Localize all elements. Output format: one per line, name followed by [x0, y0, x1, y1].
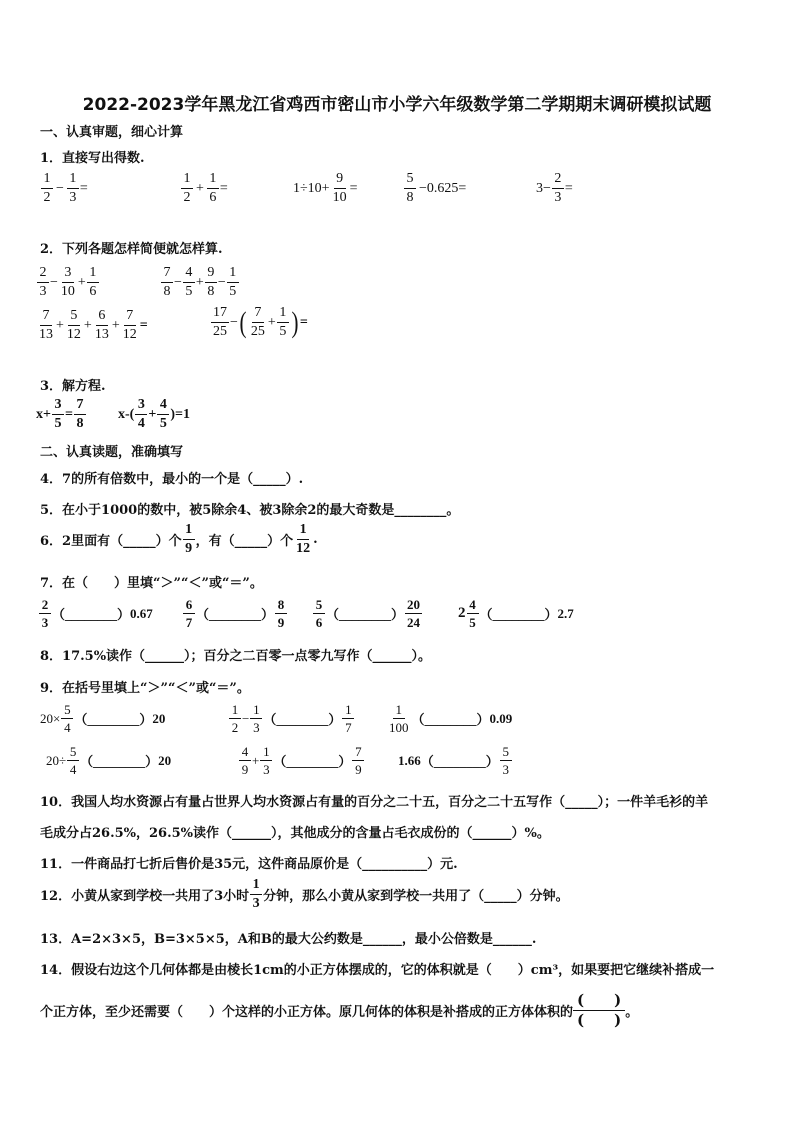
numerator: 6	[96, 309, 108, 326]
denominator: 6	[315, 615, 323, 630]
denominator: 3	[41, 615, 49, 630]
denominator: 3	[502, 762, 510, 777]
q1-item-4	[403, 172, 468, 205]
q7-compare-3	[312, 598, 423, 629]
numerator: 4	[239, 745, 251, 761]
answer-blank[interactable]: （________）	[263, 712, 342, 727]
denominator: 5	[185, 284, 193, 299]
question-10-line-1: 10．我国人均水资源占有量占世界人均水资源占有量的百分之二十五，百分之二十五写作（_____）；一件羊毛衫的羊	[40, 795, 709, 810]
operator: +	[148, 406, 157, 422]
open-paren: (	[239, 305, 247, 339]
denominator: 8	[406, 190, 414, 205]
numerator: 5	[67, 745, 79, 761]
expression-prefix: 20×	[40, 710, 61, 726]
denominator: 6	[209, 190, 217, 205]
numerator: 3	[62, 266, 74, 283]
numerator: 1	[183, 523, 195, 540]
numerator: 4	[467, 598, 479, 614]
compare-value: 0.09	[489, 710, 513, 726]
numerator: 1	[393, 703, 405, 719]
denominator: 12	[296, 541, 311, 556]
question-14-line-1: 14．假设右边这个几何体都是由棱长1cm的小正方体摆成的，它的体积就是（ ）cm³，如果要把它继续补搭成一	[40, 963, 715, 978]
answer-blank[interactable]: （________）	[326, 607, 405, 622]
numerator: 17	[211, 306, 229, 323]
equals: =	[219, 180, 228, 196]
denominator: 9	[241, 762, 249, 777]
page-title: 2022-2023学年黑龙江省鸡西市密山市小学六年级数学第二学期期末调研模拟试题	[82, 95, 712, 115]
denominator: 8	[76, 416, 84, 431]
question-6-text-middle: ，有（_____）个	[195, 534, 294, 549]
denominator: 12	[66, 327, 81, 342]
operator: −	[242, 710, 250, 726]
operator: −	[56, 180, 64, 196]
answer-blank[interactable]: （________）	[196, 607, 275, 622]
q2-expression-1	[36, 266, 100, 299]
numerator: 1	[250, 703, 262, 719]
question-2-label: 2．下列各题怎样简便就怎样算.	[40, 242, 223, 257]
equals: =	[564, 180, 573, 196]
denominator: 9	[277, 615, 285, 630]
numerator: 7	[74, 398, 86, 415]
expression-prefix: x+	[36, 406, 51, 422]
numerator: 7	[161, 266, 173, 283]
question-1-label: 1．直接写出得数.	[40, 151, 145, 166]
numerator: 20	[407, 597, 421, 612]
denominator: 25	[213, 324, 227, 339]
numerator: 5	[313, 598, 325, 614]
denominator: 10	[332, 190, 347, 205]
denominator: 13	[94, 327, 109, 342]
denominator: 5	[229, 284, 237, 299]
denominator: 3	[253, 720, 260, 735]
denominator: 6	[89, 284, 97, 299]
numerator: 7	[124, 309, 136, 326]
operator: +	[195, 274, 204, 290]
numerator: 1	[41, 172, 53, 189]
operator: +	[56, 317, 64, 333]
q9-compare-4	[46, 745, 171, 776]
q3-equation-1	[36, 398, 87, 431]
denominator: 3	[39, 284, 47, 299]
operator: −	[174, 274, 182, 290]
operator: −	[50, 274, 58, 290]
numerator: 2	[37, 266, 49, 283]
numerator: 1	[342, 703, 354, 719]
numerator: 1	[227, 266, 239, 283]
denominator: 5	[54, 416, 62, 431]
q7-compare-2	[182, 598, 288, 629]
question-6	[40, 523, 318, 556]
numerator: 2	[39, 598, 51, 614]
numerator: 7	[252, 306, 264, 323]
denominator: 9	[355, 762, 362, 777]
question-7-label: 7．在（ ）里填“＞”“＜”或“＝”。	[40, 576, 263, 591]
numerator: 8	[275, 598, 287, 614]
operator: +	[77, 274, 86, 290]
numerator: 1	[297, 523, 309, 540]
answer-blank[interactable]: （________）	[479, 607, 558, 622]
denominator: 10	[60, 284, 75, 299]
answer-blank[interactable]: （________）	[411, 712, 490, 727]
section-heading-1: 一、认真审题，细心计算	[40, 125, 184, 140]
numerator: 5	[68, 309, 80, 326]
numerator: 7	[352, 745, 364, 761]
denominator: 3	[263, 762, 270, 777]
question-9-label: 9．在括号里填上“＞”“＜”或“＝”。	[40, 681, 250, 696]
denominator: 24	[407, 615, 421, 630]
answer-blank[interactable]: （________）	[74, 712, 153, 727]
operator: −	[230, 314, 238, 330]
section-heading-2: 二、认真读题，准确填写	[40, 445, 184, 460]
fraction-blank[interactable]	[573, 993, 625, 1028]
numerator: 1	[87, 266, 99, 283]
denominator: 5	[469, 615, 476, 630]
numerator: 1	[181, 172, 193, 189]
q9-compare-2	[228, 703, 355, 734]
q2-expression-2	[160, 266, 240, 299]
numerator: 5	[61, 703, 73, 719]
numerator: 4	[183, 266, 195, 283]
operator: +	[252, 752, 260, 768]
operator: +	[111, 317, 120, 333]
q9-compare-3	[386, 703, 512, 734]
denominator: 100	[389, 720, 409, 735]
numerator: 3	[135, 398, 147, 415]
question-3-label: 3．解方程.	[40, 379, 106, 394]
compare-value: 20	[152, 710, 166, 726]
equals: =	[139, 317, 148, 333]
numerator: 1	[277, 306, 289, 323]
compare-value: 20	[158, 752, 172, 768]
denominator: 4	[64, 720, 71, 735]
denominator: 4	[69, 762, 77, 777]
denominator: 25	[250, 324, 265, 339]
denominator: 3	[252, 896, 260, 911]
numerator: 4	[157, 398, 169, 415]
numerator: 1	[250, 878, 262, 895]
numerator: 7	[40, 309, 52, 326]
compare-value-left: 1.66	[398, 752, 421, 768]
numerator: 3	[52, 398, 64, 415]
denominator: 8	[207, 284, 215, 299]
operator: −0.625=	[419, 180, 467, 196]
answer-blank[interactable]: （________）	[273, 754, 352, 769]
close-paren: )	[291, 305, 299, 339]
question-5: 5．在小于1000的数中，被5除余4、被3除余2的最大奇数是________。	[40, 503, 460, 518]
answer-blank[interactable]: （________）	[420, 754, 499, 769]
denominator: 12	[122, 327, 137, 342]
q7-compare-4	[458, 598, 574, 629]
denominator: 4	[137, 416, 145, 431]
numerator: 1	[229, 703, 241, 719]
answer-blank[interactable]: （________）	[80, 754, 159, 769]
q7-compare-1	[38, 598, 153, 629]
question-14-end: 。	[625, 1005, 639, 1020]
expression-prefix: 20÷	[46, 752, 67, 768]
denominator: 3	[554, 190, 562, 205]
denominator: 2	[183, 190, 191, 205]
expression-suffix: )=1	[170, 406, 190, 422]
denominator: 3	[69, 190, 77, 205]
q3-equation-2	[118, 398, 190, 431]
expression-prefix: 3−	[536, 180, 551, 196]
denominator: 8	[163, 284, 171, 299]
operator: +	[267, 314, 276, 330]
question-12	[40, 878, 569, 911]
question-12-text-start: 12．小黄从家到学校一共用了3小时	[40, 889, 250, 904]
expression-prefix: 1÷10+	[293, 180, 330, 196]
numerator: 5	[500, 745, 512, 761]
numerator: 1	[207, 172, 219, 189]
question-11: 11．一件商品打七折后售价是35元，这件商品原价是（__________）元.	[40, 857, 458, 872]
denominator: 9	[185, 541, 193, 556]
question-10-line-2: 毛成分占26.5%，26.5%读作（______），其他成分的含量占毛衣成份的（______）%。	[40, 826, 550, 841]
question-4: 4．7的所有倍数中，最小的一个是（_____）.	[40, 472, 304, 487]
q1-item-1	[40, 172, 88, 205]
denominator: 7	[185, 615, 193, 630]
q2-expression-3	[36, 309, 148, 342]
q9-compare-5	[238, 745, 365, 776]
expression-prefix: x-(	[118, 406, 135, 422]
numerator: 1	[260, 745, 272, 761]
q1-item-3	[293, 172, 358, 205]
numerator: 2	[552, 172, 564, 189]
equals: =	[79, 180, 88, 196]
denominator: 2	[43, 190, 51, 205]
denominator: 7	[345, 720, 352, 735]
equals: =	[64, 406, 73, 422]
numerator: 9	[334, 172, 346, 189]
operator: −	[217, 274, 226, 290]
compare-value: 0.67	[130, 605, 153, 621]
q1-item-5	[536, 172, 573, 205]
question-12-text-end: 分钟，那么小黄从家到学校一共用了（_____）分钟。	[263, 889, 569, 904]
denominator-blank[interactable]: ( )	[577, 1011, 622, 1029]
q9-compare-6	[398, 745, 513, 776]
equals: =	[349, 180, 358, 196]
denominator: 2	[231, 720, 239, 735]
denominator: 13	[39, 327, 53, 342]
equals: =	[299, 314, 308, 330]
answer-blank[interactable]: （________）	[52, 607, 131, 622]
question-13: 13．A=2×3×5，B=3×5×5，A和B的最大公约数是______，最小公倍数是______.	[40, 932, 537, 947]
operator: +	[196, 180, 204, 196]
question-6-text-start: 6．2里面有（_____）个	[40, 534, 182, 549]
q9-compare-1	[40, 703, 165, 734]
question-14-text: 个正方体，至少还需要（ ）个这样的小正方体。原几何体的体积是补搭成的正方体体积的	[40, 1005, 574, 1020]
numerator: 6	[183, 598, 195, 614]
denominator: 5	[279, 324, 287, 339]
numerator: 5	[404, 172, 416, 189]
numerator-blank[interactable]: ( )	[573, 993, 625, 1011]
compare-value: 2.7	[557, 605, 574, 621]
question-14-line-2	[40, 993, 638, 1028]
q1-item-2	[180, 172, 228, 205]
numerator: 9	[205, 266, 217, 283]
whole-number: 2	[458, 605, 466, 621]
numerator: 1	[67, 172, 79, 189]
question-6-text-end: .	[313, 532, 318, 547]
operator: +	[83, 317, 92, 333]
q2-expression-4	[210, 306, 308, 339]
question-8: 8．17.5%读作（______）；百分之二百零一点零九写作（______）。	[40, 649, 432, 664]
denominator: 5	[159, 416, 167, 431]
